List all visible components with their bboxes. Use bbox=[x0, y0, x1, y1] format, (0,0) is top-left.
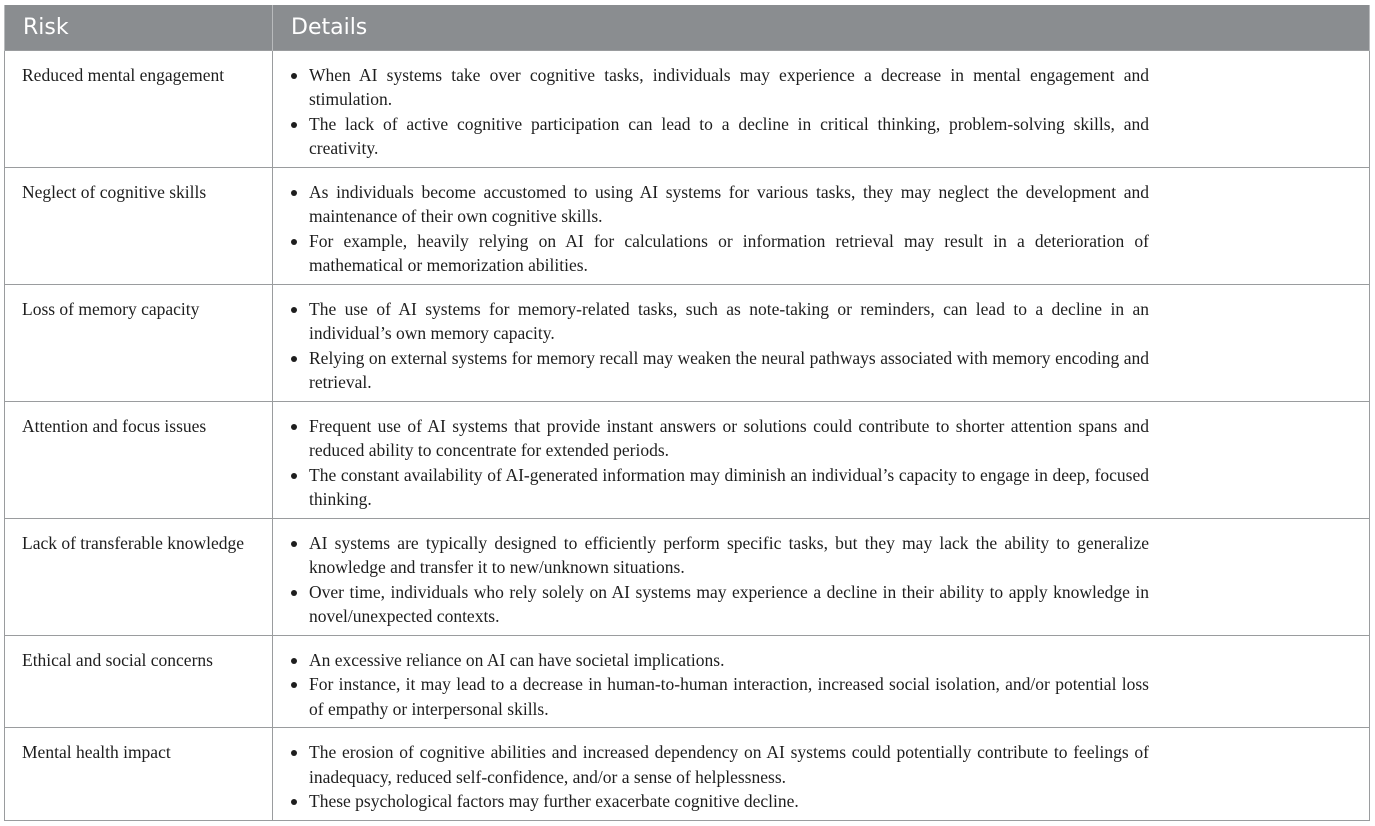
bullet-icon bbox=[291, 750, 297, 756]
bullet-icon bbox=[291, 122, 297, 128]
table-row bbox=[5, 50, 1370, 167]
details-cell bbox=[273, 728, 1370, 821]
list-item bbox=[289, 414, 1149, 463]
risk-cell: Lack of transferable knowledge bbox=[5, 518, 273, 635]
details-list bbox=[289, 180, 1149, 278]
list-item bbox=[289, 63, 1149, 112]
list-item bbox=[289, 648, 1149, 673]
details-cell bbox=[273, 284, 1370, 401]
details-list bbox=[289, 297, 1149, 395]
details-cell bbox=[273, 401, 1370, 518]
header-row bbox=[5, 5, 1370, 50]
bullet-icon bbox=[291, 682, 297, 688]
list-item bbox=[289, 740, 1149, 789]
list-item bbox=[289, 789, 1149, 814]
table-row bbox=[5, 167, 1370, 284]
list-item bbox=[289, 346, 1149, 395]
details-list bbox=[289, 414, 1149, 512]
details-list bbox=[289, 63, 1149, 161]
bullet-icon bbox=[291, 799, 297, 805]
table-header bbox=[5, 5, 1370, 50]
bullet-icon bbox=[291, 356, 297, 362]
details-cell bbox=[273, 167, 1370, 284]
list-item bbox=[289, 229, 1149, 278]
bullet-icon bbox=[291, 239, 297, 245]
bullet-icon bbox=[291, 73, 297, 79]
risk-cell: Reduced mental engagement bbox=[5, 50, 273, 167]
detail-text: Relying on external systems for memory recall may weaken the neural pathways associated with memory encoding and retrieval. bbox=[309, 347, 1149, 392]
risks-table-container bbox=[4, 5, 1369, 821]
detail-text: The constant availability of AI-generated information may diminish an individual’s capacity to engage in deep, focused thinking. bbox=[309, 464, 1149, 509]
detail-text: The use of AI systems for memory-related tasks, such as note-taking or reminders, can lead to a decline in an individual’s own memory capacity. bbox=[309, 298, 1149, 343]
bullet-icon bbox=[291, 307, 297, 313]
details-list bbox=[289, 740, 1149, 814]
risk-cell: Attention and focus issues bbox=[5, 401, 273, 518]
detail-text: For instance, it may lead to a decrease in human-to-human interaction, increased social isolation, and/or potential loss of empathy or interpersonal skills. bbox=[309, 674, 1149, 719]
detail-text: Over time, individuals who rely solely on AI systems may experience a decline in their ability to apply knowledge in novel/unexpected contexts. bbox=[309, 581, 1149, 626]
detail-text: These psychological factors may further exacerbate cognitive decline. bbox=[309, 791, 799, 811]
bullet-icon bbox=[291, 473, 297, 479]
details-cell bbox=[273, 518, 1370, 635]
table-body bbox=[5, 50, 1370, 821]
bullet-icon bbox=[291, 590, 297, 596]
list-item bbox=[289, 297, 1149, 346]
risks-table bbox=[4, 5, 1370, 821]
details-cell bbox=[273, 635, 1370, 728]
list-item bbox=[289, 463, 1149, 512]
table-row bbox=[5, 635, 1370, 728]
table-row bbox=[5, 401, 1370, 518]
list-item bbox=[289, 180, 1149, 229]
risk-cell: Loss of memory capacity bbox=[5, 284, 273, 401]
detail-text: AI systems are typically designed to efficiently perform specific tasks, but they may lack the ability to generalize knowledge and transfer it to new/unknown situations. bbox=[309, 532, 1149, 577]
risk-cell: Neglect of cognitive skills bbox=[5, 167, 273, 284]
details-cell bbox=[273, 50, 1370, 167]
detail-text: As individuals become accustomed to using AI systems for various tasks, they may neglect the development and maintenance of their own cognitive skills. bbox=[309, 181, 1149, 226]
details-list bbox=[289, 531, 1149, 629]
list-item bbox=[289, 531, 1149, 580]
table-row bbox=[5, 518, 1370, 635]
list-item bbox=[289, 580, 1149, 629]
bullet-icon bbox=[291, 541, 297, 547]
bullet-icon bbox=[291, 658, 297, 664]
risk-cell: Ethical and social concerns bbox=[5, 635, 273, 728]
header-risk: Risk bbox=[5, 5, 273, 50]
table-row bbox=[5, 728, 1370, 821]
list-item bbox=[289, 112, 1149, 161]
table-row bbox=[5, 284, 1370, 401]
detail-text: The lack of active cognitive participation can lead to a decline in critical thinking, problem-solving skills, and creativity. bbox=[309, 113, 1149, 158]
detail-text: When AI systems take over cognitive tasks, individuals may experience a decrease in mental engagement and stimulation. bbox=[309, 64, 1149, 109]
risk-cell: Mental health impact bbox=[5, 728, 273, 821]
bullet-icon bbox=[291, 190, 297, 196]
detail-text: Frequent use of AI systems that provide instant answers or solutions could contribute to shorter attention spans and reduced ability to concentrate for extended periods. bbox=[309, 415, 1149, 460]
detail-text: An excessive reliance on AI can have societal implications. bbox=[309, 649, 725, 670]
detail-text: The erosion of cognitive abilities and increased dependency on AI systems could potentially contribute to feelings of inadequacy, reduced self-confidence, and/or a sense of helplessness. bbox=[309, 742, 1149, 787]
details-list bbox=[289, 648, 1149, 722]
bullet-icon bbox=[291, 424, 297, 430]
list-item bbox=[289, 672, 1149, 721]
detail-text: For example, heavily relying on AI for calculations or information retrieval may result in a deterioration of mathematical or memorization abilities. bbox=[309, 230, 1149, 275]
header-details: Details bbox=[273, 5, 1370, 50]
